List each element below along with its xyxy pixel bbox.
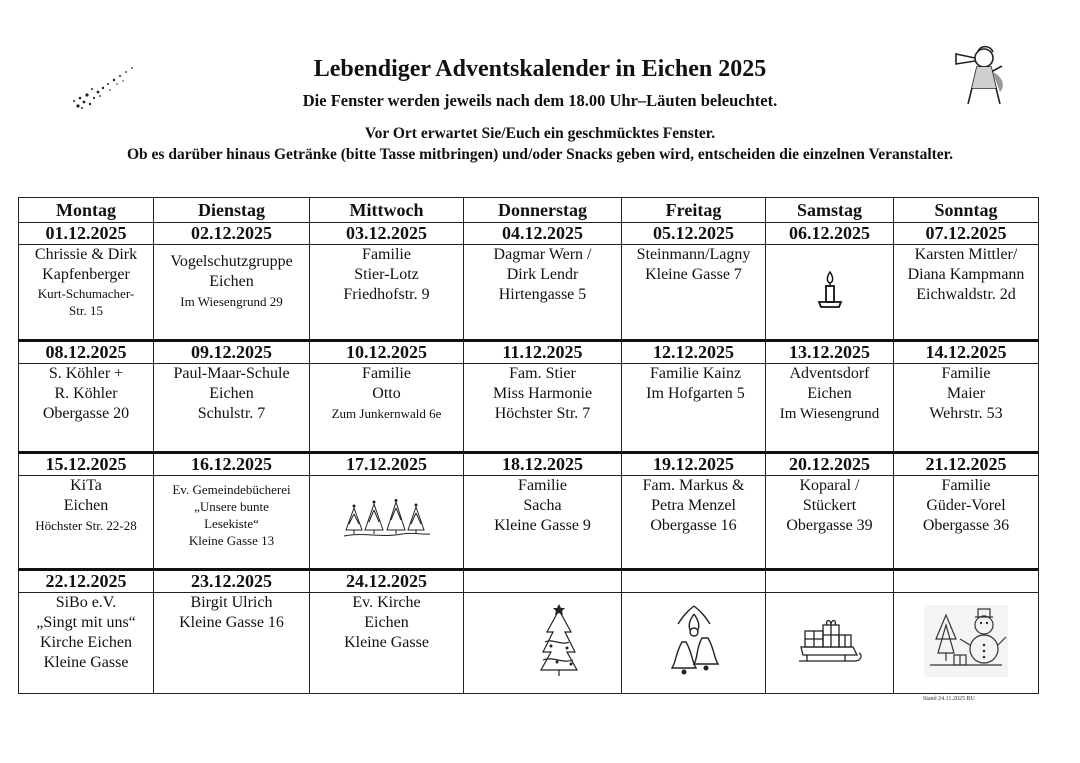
weekday-header: Donnerstag (464, 198, 622, 223)
address: Höchster Str. 7 (494, 405, 591, 422)
address: Str. 15 (69, 303, 103, 318)
host-name: Güder-Vorel (926, 497, 1006, 514)
host-name: Eichen (364, 614, 409, 631)
address: Obergasse 16 (650, 517, 737, 534)
event-cell (894, 593, 1039, 694)
host-name: Adventsdorf (789, 365, 870, 382)
snowman-icon (924, 664, 1008, 681)
date-row (19, 223, 1039, 245)
gift-sleigh-icon (795, 656, 865, 673)
event-cell (19, 245, 154, 341)
event-cell (766, 593, 894, 694)
event-cell (154, 245, 310, 341)
address: Kleine Gasse 7 (645, 266, 742, 283)
host-name: SiBo e.V. (55, 594, 117, 611)
weekday-header-row (19, 198, 1039, 223)
host-name: KiTa (70, 477, 102, 494)
event-cell (622, 245, 766, 341)
date-cell: 04.12.2025 (464, 223, 622, 245)
date-cell: 21.12.2025 (894, 453, 1039, 476)
event-cell (154, 364, 310, 453)
host-name: Sacha (523, 497, 562, 514)
date-cell (622, 570, 766, 593)
address: Kleine Gasse (344, 634, 429, 651)
event-cell (622, 476, 766, 570)
address: Im Hofgarten 5 (646, 385, 745, 402)
event-cell (894, 476, 1039, 570)
date-cell: 10.12.2025 (310, 341, 464, 364)
date-cell: 22.12.2025 (19, 570, 154, 593)
event-cell (19, 593, 154, 694)
address: Kleine Gasse 13 (188, 533, 275, 548)
event-cell (310, 364, 464, 453)
weekday-header: Sonntag (894, 198, 1039, 223)
host-name: Diana Kampmann (907, 266, 1025, 283)
host-name: Ev. Gemeindebücherei (172, 482, 291, 497)
address: Im Wiesengrund 29 (180, 294, 283, 309)
host-name: Maier (946, 385, 986, 402)
event-cell (894, 364, 1039, 453)
host-name: Familie (362, 365, 411, 382)
address: Obergasse 20 (42, 405, 130, 422)
event-row (19, 364, 1039, 453)
event-cell (622, 593, 766, 694)
host-name: Familie (518, 477, 567, 494)
address: Kleine Gasse (43, 654, 129, 671)
date-row (19, 341, 1039, 364)
host-name: Stier-Lotz (354, 266, 419, 283)
host-name: Eichen (807, 385, 852, 402)
event-row (19, 476, 1039, 570)
weekday-header: Mittwoch (310, 198, 464, 223)
host-name: Familie (941, 365, 991, 382)
host-name: Dagmar Wern / (493, 246, 592, 263)
date-cell (894, 570, 1039, 593)
address: Kirche Eichen (40, 634, 132, 651)
candle-icon (815, 297, 845, 314)
address: Eichwaldstr. 2d (916, 286, 1016, 303)
event-row (19, 245, 1039, 341)
address: Obergasse 39 (786, 517, 873, 534)
address: Friedhofstr. 9 (343, 286, 430, 303)
host-name: R. Köhler (54, 385, 118, 402)
event-cell (766, 245, 894, 341)
host-name: Familie (362, 246, 411, 263)
date-cell: 19.12.2025 (622, 453, 766, 476)
christmas-trees-icon (342, 529, 432, 546)
date-cell: 20.12.2025 (766, 453, 894, 476)
event-cell (464, 364, 622, 453)
date-row (19, 570, 1039, 593)
date-cell: 11.12.2025 (464, 341, 622, 364)
host-name: S. Köhler + (48, 365, 124, 382)
event-cell (310, 593, 464, 694)
event-cell (622, 364, 766, 453)
host-name: Lesekiste“ (204, 516, 259, 531)
date-cell: 24.12.2025 (310, 570, 464, 593)
host-name: Familie Kainz (649, 365, 742, 382)
date-cell (464, 570, 622, 593)
host-name: Familie (941, 477, 991, 494)
event-cell (310, 245, 464, 341)
date-cell: 01.12.2025 (19, 223, 154, 245)
host-name: Fam. Stier (509, 365, 576, 382)
host-name: „Singt mit uns“ (36, 614, 136, 631)
weekday-header: Dienstag (154, 198, 310, 223)
address: Kleine Gasse 16 (179, 614, 284, 631)
event-row (19, 593, 1039, 694)
address: Wehrstr. 53 (929, 405, 1003, 422)
event-cell (310, 476, 464, 570)
host-name: Karsten Mittler/ (914, 246, 1018, 263)
date-cell: 14.12.2025 (894, 341, 1039, 364)
host-name: Chrissie & Dirk (34, 246, 138, 263)
page-title: Lebendiger Adventskalender in Eichen 2025 (313, 56, 767, 82)
host-name: Ev. Kirche (352, 594, 421, 611)
date-cell: 05.12.2025 (622, 223, 766, 245)
host-name: Vogelschutzgruppe (170, 253, 293, 270)
weekday-header: Freitag (622, 198, 766, 223)
host-name: Eichen (209, 385, 254, 402)
info-line-2: Ob es darüber hinaus Getränke (bitte Tasse mitbringen) und/oder Snacks geben wird, entscheiden die einzelnen Veranstalter. (126, 146, 954, 163)
date-cell: 23.12.2025 (154, 570, 310, 593)
host-name: Steinmann/Lagny (636, 246, 751, 263)
event-cell (154, 476, 310, 570)
address: Im Wiesengrund (779, 406, 880, 422)
host-name: Petra Menzel (651, 497, 736, 514)
event-cell (464, 593, 622, 694)
date-cell: 13.12.2025 (766, 341, 894, 364)
event-cell (464, 476, 622, 570)
host-name: Fam. Markus & (642, 477, 745, 494)
date-cell: 03.12.2025 (310, 223, 464, 245)
address: Obergasse 36 (922, 517, 1010, 534)
event-cell (19, 476, 154, 570)
status-stamp: Stand 24.11.2025 BU (923, 696, 975, 702)
event-cell (19, 364, 154, 453)
host-name: Dirk Lendr (506, 266, 579, 283)
date-cell: 17.12.2025 (310, 453, 464, 476)
date-cell: 02.12.2025 (154, 223, 310, 245)
page-subtitle: Die Fenster werden jeweils nach dem 18.00 Uhr–Läuten beleuchtet. (302, 91, 778, 110)
host-name: „Unsere bunte (194, 499, 269, 514)
host-name: Eichen (209, 273, 254, 290)
address: Zum Junkernwald 6e (331, 406, 442, 421)
christmas-tree-greeting-icon (501, 667, 585, 684)
address: Hirtengasse 5 (498, 286, 587, 303)
host-name: Miss Harmonie (492, 385, 593, 402)
host-name: Paul-Maar-Schule (173, 365, 290, 382)
date-cell: 08.12.2025 (19, 341, 154, 364)
date-cell: 09.12.2025 (154, 341, 310, 364)
date-cell: 12.12.2025 (622, 341, 766, 364)
host-name: Eichen (63, 497, 109, 514)
address: Kleine Gasse 9 (494, 517, 591, 534)
host-name: Otto (372, 385, 401, 402)
date-cell: 16.12.2025 (154, 453, 310, 476)
host-name: Kapfenberger (42, 266, 130, 283)
event-cell (154, 593, 310, 694)
date-row (19, 453, 1039, 476)
event-cell (894, 245, 1039, 341)
info-line-1: Vor Ort erwartet Sie/Euch ein geschmücktes Fenster. (364, 125, 716, 142)
address: Höchster Str. 22-28 (35, 518, 137, 533)
host-name: Koparal / (799, 477, 860, 494)
date-cell: 18.12.2025 (464, 453, 622, 476)
christmas-bells-icon (664, 667, 724, 684)
event-cell (766, 476, 894, 570)
event-cell (766, 364, 894, 453)
date-cell: 07.12.2025 (894, 223, 1039, 245)
weekday-header: Samstag (766, 198, 894, 223)
date-cell (766, 570, 894, 593)
address: Schulstr. 7 (197, 405, 266, 422)
advent-calendar-table (18, 197, 1039, 694)
host-name: Birgit Ulrich (190, 594, 273, 611)
weekday-header: Montag (19, 198, 154, 223)
address: Kurt-Schumacher- (37, 286, 135, 301)
date-cell: 06.12.2025 (766, 223, 894, 245)
date-cell: 15.12.2025 (19, 453, 154, 476)
event-cell (464, 245, 622, 341)
host-name: Stückert (802, 497, 857, 514)
